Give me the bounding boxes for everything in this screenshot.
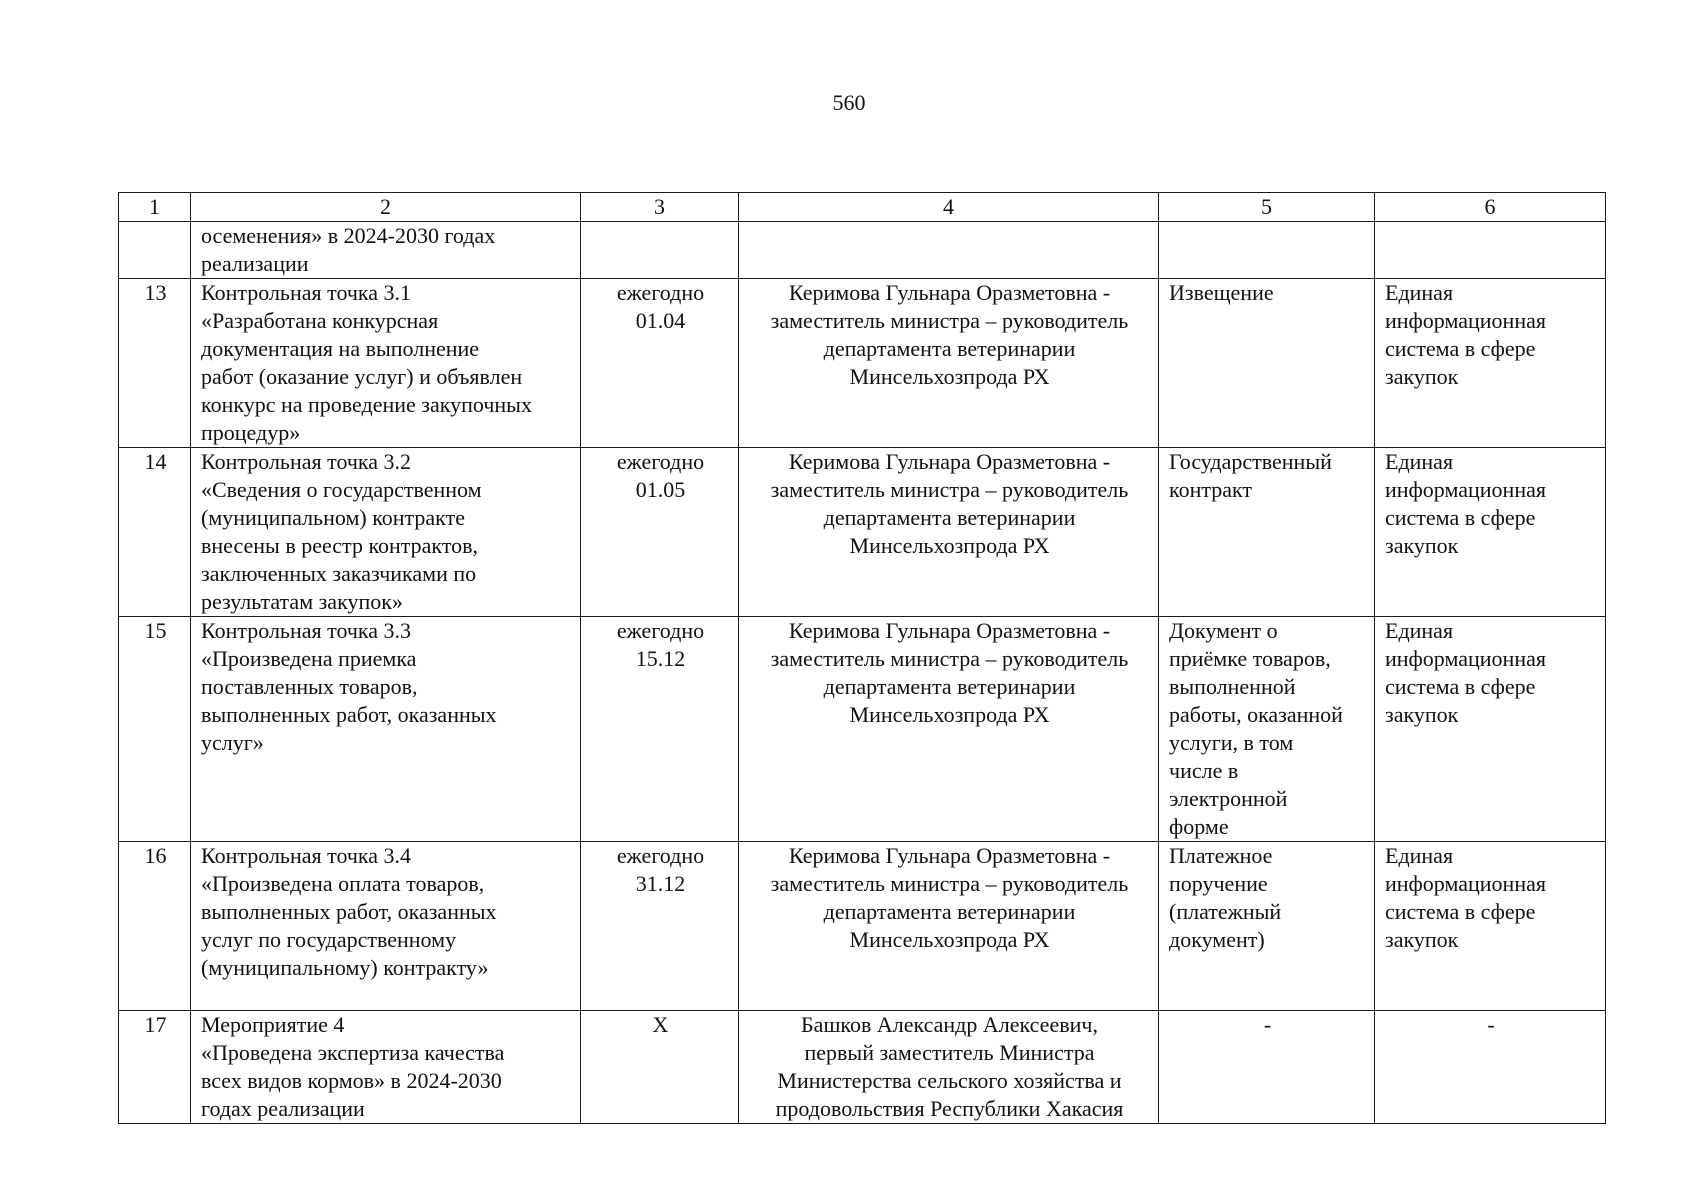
deadline-line: 01.05 [635,477,686,502]
document-line: документ) [1169,927,1265,952]
deadline-cell [581,448,739,617]
table-row [119,842,1606,1011]
info-system-line: закупок [1385,364,1459,389]
row-number-cell: 16 [119,842,191,1011]
info-system-line: Единая [1385,280,1454,305]
responsible-line: Башков Александр Алексеевич, [801,1012,1098,1037]
info-system-line: система в сфере [1385,674,1536,699]
deadline-line: ежегодно [616,843,705,868]
responsible-line: заместитель министра – руководитель [770,308,1129,333]
info-system-line: Единая [1385,449,1454,474]
info-system-line: Единая [1385,843,1454,868]
table-row [119,279,1606,448]
info-system-line: - [1487,1012,1495,1037]
info-system-cell [1375,222,1606,279]
info-system-line: система в сфере [1385,899,1536,924]
deadline-cell [581,617,739,842]
document-line: форме [1169,814,1229,839]
description-line: документация на выполнение [201,336,480,361]
responsible-line: департамента ветеринарии [823,336,1076,361]
info-system-cell [1375,279,1606,448]
row-number-cell [119,222,191,279]
deadline-cell [581,222,739,279]
responsible-line: Керимова Гульнара Оразметовна - [788,843,1111,868]
description-line: внесены в реестр контрактов, [201,533,479,558]
description-line: «Проведена экспертиза качества [201,1040,505,1065]
document-cell [1159,1011,1375,1124]
description-line: «Разработана конкурсная [201,308,439,333]
row-number-cell: 17 [119,1011,191,1124]
description-line: конкурс на проведение закупочных [201,392,532,417]
plan-table [118,192,1606,1124]
info-system-line: информационная [1385,477,1546,502]
info-system-line: информационная [1385,871,1546,896]
document-line: электронной [1169,786,1288,811]
description-line: годах реализации [201,1096,365,1121]
responsible-line: продовольствия Республики Хакасия [775,1096,1124,1121]
responsible-line: Минсельхозпрода РХ [849,927,1050,952]
deadline-cell [581,279,739,448]
deadline-line: 31.12 [635,871,686,896]
info-system-line: закупок [1385,533,1459,558]
description-line: работ (оказание услуг) и объявлен [201,364,523,389]
document-cell [1159,222,1375,279]
description-line: (муниципальном) контракте [201,505,465,530]
table-row [119,448,1606,617]
document-cell [1159,617,1375,842]
description-line: реализации [201,251,309,276]
info-system-cell [1375,842,1606,1011]
description-line: Контрольная точка 3.2 [201,449,412,474]
responsible-line: департамента ветеринарии [823,899,1076,924]
document-line: контракт [1169,477,1253,502]
info-system-line: закупок [1385,702,1459,727]
responsible-line: департамента ветеринарии [823,674,1076,699]
table-row [119,617,1606,842]
document-line: работы, оказанной [1169,702,1343,727]
description-line: Мероприятие 4 [201,1012,345,1037]
description-line: выполненных работ, оказанных [201,702,497,727]
info-system-line: система в сфере [1385,505,1536,530]
document-line: Документ о [1169,618,1278,643]
document-line: - [1263,1012,1272,1037]
document-line: услуги, в том [1169,730,1294,755]
responsible-line: Керимова Гульнара Оразметовна - [788,449,1111,474]
column-number-cell: 4 [739,193,1159,222]
description-line: заключенных заказчиками по [201,561,477,586]
document-line: числе в [1169,758,1239,783]
info-system-line: система в сфере [1385,336,1536,361]
document-line: Платежное [1169,843,1273,868]
info-system-line: закупок [1385,927,1459,952]
description-cell [191,222,581,279]
deadline-cell [581,1011,739,1124]
description-line: всех видов кормов» в 2024-2030 [201,1068,502,1093]
description-cell [191,279,581,448]
info-system-cell [1375,617,1606,842]
description-line: «Произведена приемка [201,646,417,671]
description-line: процедур» [201,420,301,445]
document-line: Извещение [1169,280,1274,305]
info-system-line: информационная [1385,308,1546,333]
info-system-cell [1375,448,1606,617]
deadline-line: 15.12 [635,646,686,671]
description-line: результатам закупок» [201,589,403,614]
responsible-line: департамента ветеринарии [823,505,1076,530]
responsible-line: заместитель министра – руководитель [770,871,1129,896]
description-line: Контрольная точка 3.3 [201,618,412,643]
responsible-cell [739,448,1159,617]
responsible-line: первый заместитель Министра [804,1040,1095,1065]
description-line: услуг по государственному [201,927,457,952]
responsible-cell [739,1011,1159,1124]
responsible-line: заместитель министра – руководитель [770,477,1129,502]
responsible-cell [739,279,1159,448]
responsible-line: заместитель министра – руководитель [770,646,1129,671]
page-number: 560 [832,90,866,115]
column-number-cell: 1 [119,193,191,222]
description-cell [191,448,581,617]
document-cell [1159,279,1375,448]
responsible-line: Керимова Гульнара Оразметовна - [788,618,1111,643]
table-row [119,1011,1606,1124]
deadline-line: ежегодно [616,280,705,305]
document-line: Государственный [1169,449,1332,474]
description-line: услуг» [201,730,264,755]
responsible-line: Керимова Гульнара Оразметовна - [788,280,1111,305]
row-number-cell: 14 [119,448,191,617]
info-system-line: информационная [1385,646,1546,671]
description-line: «Сведения о государственном [201,477,482,502]
document-cell [1159,842,1375,1011]
row-number-cell: 13 [119,279,191,448]
document-line: поручение [1169,871,1268,896]
column-number-cell: 2 [191,193,581,222]
description-line: (муниципальному) контракту» [201,955,489,980]
responsible-line: Минсельхозпрода РХ [849,702,1050,727]
column-number-cell: 3 [581,193,739,222]
info-system-line: Единая [1385,618,1454,643]
document-line: выполненной [1169,674,1296,699]
responsible-cell [739,842,1159,1011]
document-cell [1159,448,1375,617]
description-cell [191,1011,581,1124]
deadline-cell [581,842,739,1011]
description-cell [191,617,581,842]
table-row [119,222,1606,279]
description-line: «Произведена оплата товаров, [201,871,485,896]
responsible-cell [739,617,1159,842]
description-line: осеменения» в 2024-2030 годах [201,223,496,248]
row-number-cell: 15 [119,617,191,842]
document-line: приёмке товаров, [1169,646,1331,671]
document-line: (платежный [1169,899,1282,924]
deadline-line: ежегодно [616,449,705,474]
responsible-line: Минсельхозпрода РХ [849,364,1050,389]
info-system-cell [1375,1011,1606,1124]
responsible-cell [739,222,1159,279]
description-line: поставленных товаров, [201,674,418,699]
column-number-cell: 6 [1375,193,1606,222]
deadline-line: Х [652,1012,669,1037]
description-cell [191,842,581,1011]
deadline-line: 01.04 [635,308,686,333]
responsible-line: Министерства сельского хозяйства и [777,1068,1122,1093]
description-line: Контрольная точка 3.1 [201,280,412,305]
description-line: выполненных работ, оказанных [201,899,497,924]
column-number-cell: 5 [1159,193,1375,222]
responsible-line: Минсельхозпрода РХ [849,533,1050,558]
table-header-row [119,193,1606,222]
deadline-line: ежегодно [616,618,705,643]
description-line: Контрольная точка 3.4 [201,843,412,868]
